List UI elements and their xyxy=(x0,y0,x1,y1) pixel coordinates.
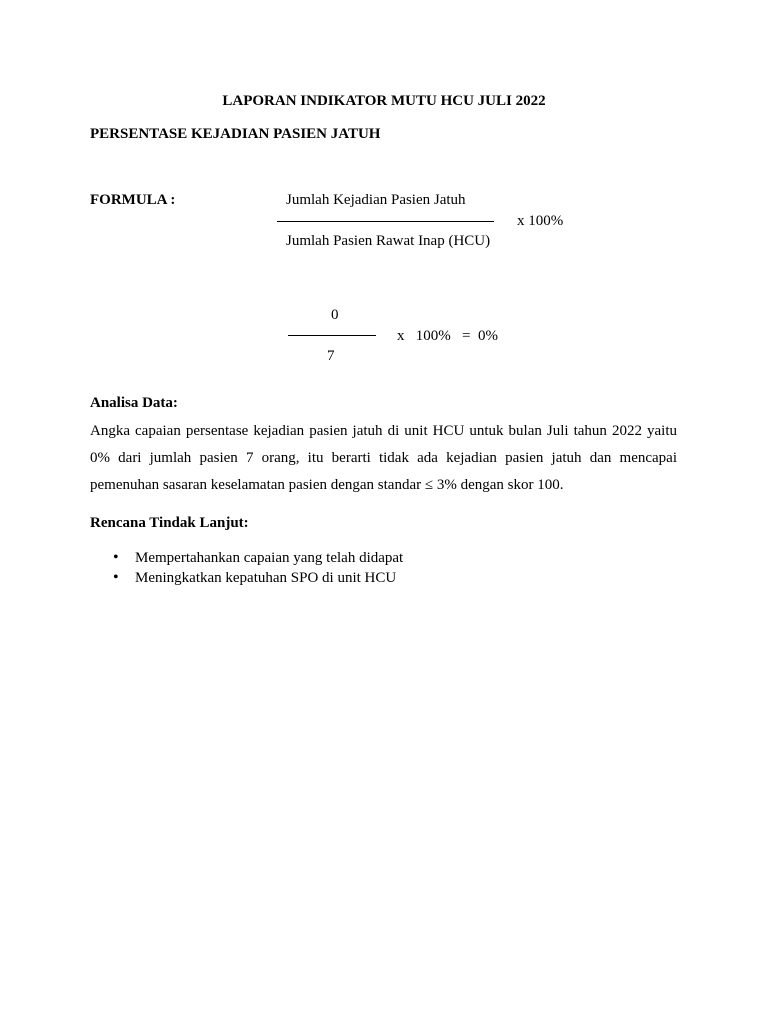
analysis-line: Angka capaian persentase kejadian pasien jatuh di unit HCU untuk bulan Juli tahun 2022 yaitu xyxy=(90,423,677,439)
bullet-icon: • xyxy=(113,569,119,586)
analysis-line: pemenuhan sasaran keselamatan pasien dengan standar ≤ 3% dengan skor 100. xyxy=(90,477,564,493)
calculation-expression: x 100% = 0% xyxy=(397,328,498,344)
follow-up-heading: Rencana Tindak Lanjut: xyxy=(90,515,249,531)
formula-multiplier: x 100% xyxy=(517,213,564,229)
calculation-denominator: 7 xyxy=(327,348,335,364)
list-item xyxy=(113,569,396,587)
list-item-text: Meningkatkan kepatuhan SPO di unit HCU xyxy=(135,570,397,586)
list-item-text: Mempertahankan capaian yang telah didapat xyxy=(135,550,404,566)
formula-denominator: Jumlah Pasien Rawat Inap (HCU) xyxy=(286,233,491,249)
report-subtitle: PERSENTASE KEJADIAN PASIEN JATUH xyxy=(90,126,381,142)
report-title: LAPORAN INDIKATOR MUTU HCU JULI 2022 xyxy=(222,93,546,109)
analysis-heading: Analisa Data: xyxy=(90,395,178,411)
analysis-paragraph xyxy=(90,418,677,499)
calculation-fraction-line xyxy=(288,335,376,336)
calculation-numerator: 0 xyxy=(331,307,339,323)
list-item xyxy=(113,549,403,567)
formula-numerator: Jumlah Kejadian Pasien Jatuh xyxy=(286,192,466,208)
bullet-icon: • xyxy=(113,549,119,566)
formula-fraction-line xyxy=(277,221,494,222)
analysis-line: 0% dari jumlah pasien 7 orang, itu berarti tidak ada kejadian pasien jatuh dan mencapai xyxy=(90,450,677,466)
formula-label: FORMULA : xyxy=(90,192,176,208)
